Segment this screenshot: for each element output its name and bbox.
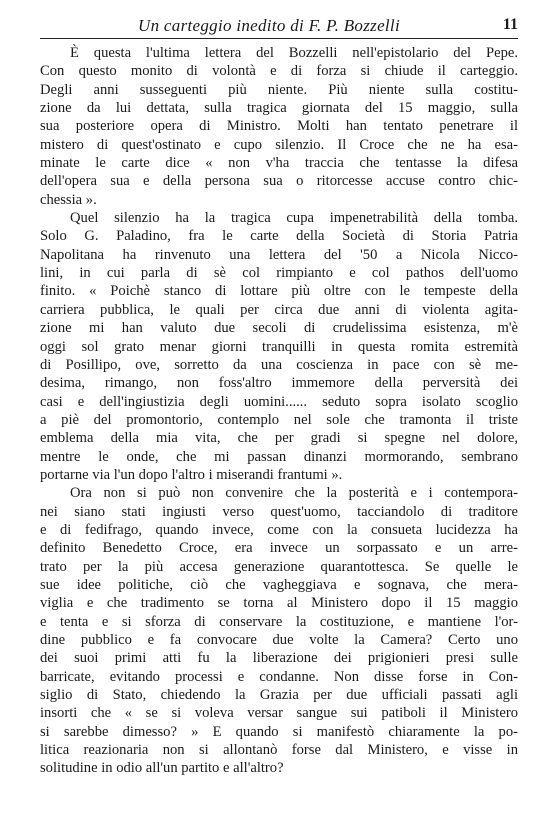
text-line: litica reazionaria non si allontanò forse dal Ministero, e visse in <box>40 742 518 759</box>
running-header <box>40 16 518 39</box>
text-line: nei siano stati ingiusti verso quest'uomo, tacciandolo di traditore <box>40 503 518 520</box>
text-line: zione da lui dettata, sulla tragica giornata del 15 maggio, sulla <box>40 100 518 117</box>
running-title: Un carteggio inedito di F. P. Bozzelli <box>138 16 400 35</box>
text-line: dei suoi primi atti fu la liberazione dei prigionieri presi sulle <box>40 650 518 667</box>
text-line: Solo G. Paladino, fra le carte della Società di Storia Patria <box>40 228 518 245</box>
text-line: casi e dell'ingiustizia degli uomini...... seduto sopra isolato scoglio <box>40 393 518 410</box>
text-line: portarne via l'un dopo l'altro i miserandi frantumi ». <box>40 466 343 483</box>
text-line: mentre le onde, che mi passan dinanzi mormorando, sembrano <box>40 448 518 465</box>
text-line: e tenta e si sforza di conservare la costituzione, e mantiene l'or- <box>40 613 518 630</box>
text-line: sua posteriore opera di Ministro. Molti han tentato penetrare il <box>40 118 518 135</box>
text-line: Napolitana ha rinvenuto una lettera del '50 a Nicola Nicco- <box>40 246 518 263</box>
text-line: Con questo monito di volontà e di forza si chiude il carteggio. <box>40 63 518 80</box>
text-line: di Posillipo, ove, sorretto da una coscienza in pace con sè me- <box>40 356 518 373</box>
text-line: dine pubblico e fa convocare due volte la Camera? Certo uno <box>40 632 518 648</box>
page-number: 11 <box>502 16 518 33</box>
text-line: mistero di quest'ostinato e cupo silenzio. Il Croce che ne ha esa- <box>40 136 518 153</box>
text-line: insorti che « se si voleva versar sangue sui patiboli il Ministero <box>40 705 518 722</box>
text-line: zione mi han valuto due secoli di crudelissima esistenza, m'è <box>40 320 518 337</box>
text-line: barricate, evitando processi e condanne. Non disse forse in Con- <box>40 668 518 685</box>
paragraph-1 <box>40 44 518 209</box>
text-line: desima, rimango, non foss'altro immemore della perversità dei <box>40 375 518 392</box>
text-line: carriera pubblica, le quali per circa due anni di violenta agita- <box>40 301 518 318</box>
body-text <box>40 44 518 778</box>
text-line: minate le carte dice « non v'ha traccia che tentasse la difesa <box>40 155 518 172</box>
text-line: Degli anni susseguenti più niente. Più niente sulla costitu- <box>40 81 518 98</box>
text-line: oggi sol grato menar giorni tranquilli in questa romita estremità <box>40 338 518 355</box>
text-line: dell'opera sua e della persona sua o ritorcesse accuse contro chic- <box>40 173 518 190</box>
text-line: sue idee politiche, ciò che vagheggiava e sognava, che mera- <box>40 576 518 593</box>
text-line: Ora non si può non convenire che la posterità e i contempora- <box>70 485 518 502</box>
text-line: siglio di Stato, chiedendo la Grazia per due ufficiali passati agli <box>40 687 518 704</box>
text-line: È questa l'ultima lettera del Bozzelli nell'epistolario del Pepe. <box>70 45 518 61</box>
paragraph-3 <box>40 484 518 778</box>
text-line: lini, in cui parla di sè col rimpianto e col pathos dell'uomo <box>40 265 518 282</box>
text-line: chessia ». <box>40 191 97 208</box>
text-line: si sarebbe dimesso? » E quando si manifestò chiaramente la po- <box>40 723 518 740</box>
text-line: finito. « Poichè stanco di lottare più oltre con le tempeste della <box>40 283 518 300</box>
text-line: Quel silenzio ha la tragica cupa impenetrabilità della tomba. <box>70 210 518 227</box>
text-line: emblema della mia vita, che per gradi si spegne nel dolore, <box>40 430 518 447</box>
paragraph-2 <box>40 209 518 484</box>
text-line: viglia e che tradimento se torna al Ministero dopo il 15 maggio <box>40 595 518 612</box>
text-line: a piè del promontorio, contemplo nel sole che tramonta il triste <box>40 411 518 428</box>
text-line: trato per la più accesa generazione quarantottesca. Se quelle le <box>40 558 518 575</box>
text-line: e di fedifrago, quando invece, come con la consueta lucidezza ha <box>40 521 518 538</box>
text-line: definito Benedetto Croce, era invece un sorpassato e un arre- <box>40 540 518 557</box>
text-line: solitudine in odio all'un partito e all'altro? <box>40 760 284 777</box>
